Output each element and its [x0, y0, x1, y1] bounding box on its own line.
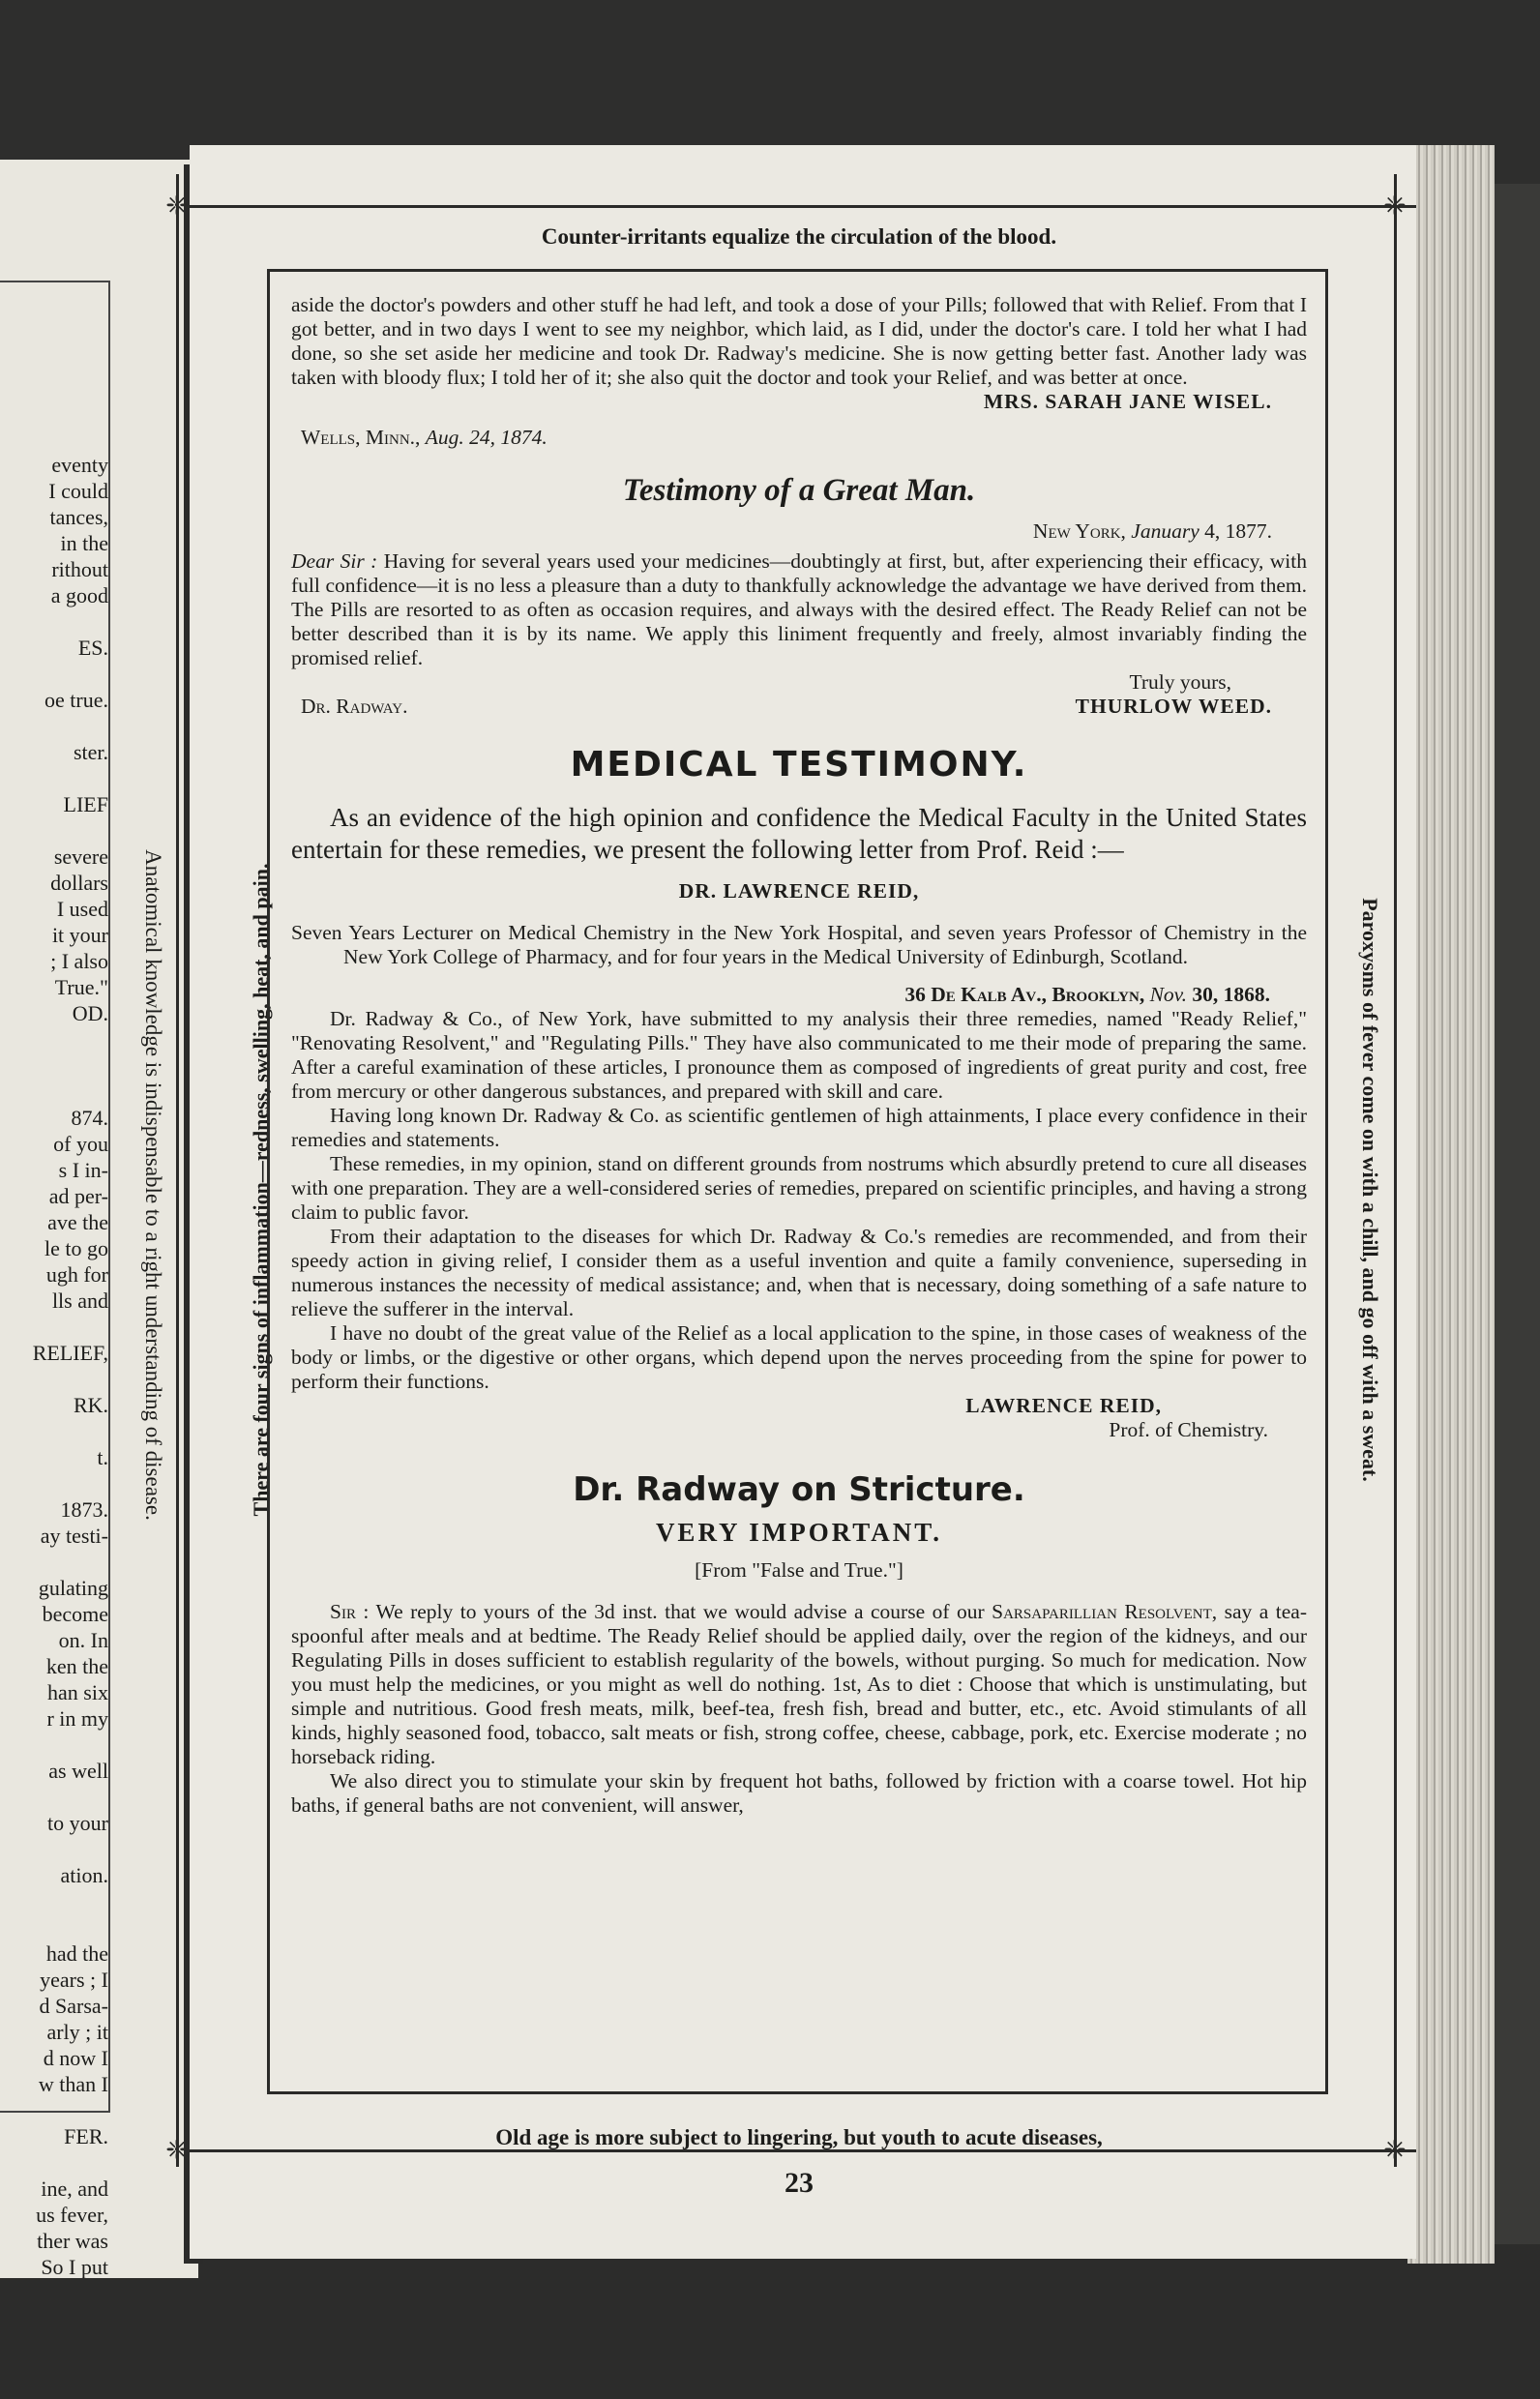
page-content: [291, 293, 1307, 1818]
medical-signature: LAWRENCE REID,: [965, 1394, 1162, 1417]
running-footer: Old age is more subject to lingering, but youth to acute diseases,: [495, 2125, 1103, 2149]
medical-paragraph: Dr. Radway & Co., of New York, have submitted to my analysis their three remedies, named "Ready Relief," "Renovating Resolvent," and "Regulating Pills." They have also communicated to me their mode of preparing the same. After a careful examination of these articles, I pronounce them as composed of ingredients of great purity and cost, free from mercury or other dangerous substances, and prepared with skill and care.: [291, 1007, 1307, 1103]
left-page-line: I used: [56, 897, 108, 921]
medical-address-street: 36 De Kalb Av., Brooklyn,: [904, 983, 1145, 1006]
left-page-line: lls and: [51, 1288, 108, 1313]
ornament-top-left-icon: ❈: [165, 190, 189, 222]
left-page-line: [0, 2149, 108, 2176]
left-page-line: it your: [51, 923, 108, 947]
left-page-line: s I in-: [58, 1158, 108, 1182]
testimony-place: New York,: [1032, 519, 1126, 543]
ornament-top-right-icon: ❈: [1383, 190, 1407, 222]
left-page-line: years ; I: [40, 1968, 108, 1992]
top-rule: [190, 205, 1416, 208]
page-block-edges: [1407, 145, 1495, 2264]
left-page-line: to your: [47, 1811, 108, 1835]
left-page-line: ster.: [73, 740, 108, 764]
medical-paragraph: I have no doubt of the great value of the Relief as a local application to the spine, in those cases of weakness of the body or limbs, or the digestive or other organs, which depend upon the nerves proceeding from the spine for power to perform their functions.: [291, 1321, 1307, 1393]
letter-signature: MRS. SARAH JANE WISEL.: [983, 390, 1272, 413]
left-page-line: So I put: [41, 2255, 108, 2278]
left-page-line: [0, 608, 108, 635]
testimony-closing: Truly yours,: [1129, 670, 1231, 694]
left-page-line: of you: [53, 1132, 108, 1156]
left-page-line: ther was: [37, 2229, 108, 2253]
left-page-line: ay testi-: [40, 1524, 108, 1548]
left-page-line: d now I: [43, 2046, 108, 2070]
letter-place: Wells, Minn.,: [301, 426, 421, 449]
stricture-source: [From "False and True."]: [695, 1558, 903, 1582]
left-page-line: LIEF: [63, 792, 108, 816]
left-page-line: [0, 817, 108, 844]
side-note-left: There are four signs of inflammation—redness, swelling, heat, and pain.: [249, 863, 273, 1517]
left-page-line: [0, 2097, 108, 2123]
background-bottom: [0, 2244, 1540, 2399]
left-page-line: become: [42, 1602, 108, 1626]
left-page-line: FER.: [64, 2124, 108, 2148]
testimony-month: January: [1131, 519, 1199, 543]
testimony-addressee: Dr. Radway.: [301, 695, 408, 718]
left-page-line: ES.: [77, 636, 108, 660]
medical-address-date: 30, 1868.: [1192, 983, 1270, 1006]
left-page-line: arly ; it: [46, 2020, 108, 2044]
left-page-line: in the: [60, 531, 108, 555]
left-page-line: [0, 661, 108, 687]
letter-place-date: [301, 426, 1307, 450]
stricture-paragraph-1: [291, 1600, 1307, 1769]
left-page-line: [0, 1418, 108, 1444]
testimony-text: Having for several years used your medicines—doubtingly at first, but, after experiencing their efficacy, with full confidence—it is no less a pleasure than a duty to thankfully acknowledge the advantage we have derived from them. The Pills are resorted to as often as occasion requires, and always with the desired effect. The Ready Relief can not be better described than it is by its name. We apply this liniment frequently and freely, almost invariably finding the promised relief.: [291, 549, 1308, 669]
left-page-line: RK.: [73, 1393, 108, 1417]
medical-title: MEDICAL TESTIMONY.: [570, 745, 1028, 785]
testimony-title: Testimony of a Great Man.: [622, 473, 976, 508]
letter-body: aside the doctor's powders and other stuff he had left, and took a dose of your Pills; followed that with Relief. From that I got better, and in two days I went to see my neighbor, which laid, as I did, under the doctor's care. I told her what I had done, so she set aside her medicine and took Dr. Radway's medicine. She is now getting better fast. Another lady was taken with bloody flux; I told her of it; she also quit the doctor and took your Relief, and was better at once.: [291, 293, 1307, 389]
left-page-line: [0, 1314, 108, 1340]
left-page-line: ; I also: [50, 949, 108, 973]
left-page-line: had the: [45, 1941, 108, 1966]
content-frame: [267, 269, 1328, 2094]
left-rule: [176, 174, 179, 2167]
left-page-line: [0, 1784, 108, 1810]
left-page-line: [0, 1026, 108, 1052]
ornament-bottom-left-icon: ❈: [165, 2134, 189, 2166]
book-page: [165, 145, 1416, 2259]
left-page-line: OD.: [72, 1001, 108, 1025]
left-page-line: rithout: [51, 557, 108, 581]
ornament-bottom-right-icon: ❈: [1383, 2134, 1407, 2166]
left-page-line: [0, 1366, 108, 1392]
left-page-fragment: [0, 160, 198, 2278]
stricture-product-name: Sarsaparillian Resolvent,: [992, 1600, 1218, 1623]
left-page-line: [0, 1914, 108, 1940]
stricture-paragraph-2: We also direct you to stimulate your skin by frequent hot baths, followed by friction with a coarse towel. Hot hip baths, if general baths are not convenient, will answer,: [291, 1769, 1307, 1817]
left-page-line: ation.: [60, 1863, 108, 1887]
medical-name: DR. LAWRENCE REID,: [678, 879, 920, 903]
right-rule: [1394, 174, 1397, 2167]
left-page-line: [0, 1888, 108, 1914]
left-page-line: 1873.: [60, 1497, 108, 1522]
left-page-line: t.: [97, 1445, 108, 1469]
left-page-line: 874.: [71, 1106, 108, 1130]
testimony-signature: THURLOW WEED.: [1075, 695, 1272, 718]
left-page-line: [0, 1052, 108, 1079]
medical-paragraph: Having long known Dr. Radway & Co. as scientific gentlemen of high attainments, I place every confidence in their remedies and statements.: [291, 1104, 1307, 1151]
left-page-line: True.": [54, 975, 108, 999]
left-page-line: on. In: [58, 1628, 108, 1652]
left-page-text-lines: [0, 452, 108, 2278]
left-page-line: han six: [47, 1680, 108, 1704]
left-page-line: ad per-: [48, 1184, 108, 1208]
left-page-line: r in my: [46, 1706, 108, 1731]
left-page-line: as well: [48, 1759, 108, 1783]
left-page-line: I could: [48, 479, 108, 503]
left-page-line: severe: [53, 844, 108, 869]
left-page-line: a good: [50, 583, 108, 607]
left-page-line: [0, 1836, 108, 1862]
testimony-body: [291, 549, 1307, 670]
stricture-subtitle: VERY IMPORTANT.: [655, 1518, 943, 1547]
left-page-line: gulating: [38, 1576, 108, 1600]
testimony-dateline: [291, 519, 1307, 544]
left-page-line: [0, 1470, 108, 1496]
left-page-line: [0, 713, 108, 739]
left-page-line: oe true.: [44, 688, 108, 712]
stricture-salutation: Sir :: [330, 1600, 370, 1623]
testimony-date-rest: 4, 1877.: [1204, 519, 1272, 543]
testimony-salutation: Dear Sir :: [291, 549, 378, 573]
left-page-line: [0, 765, 108, 791]
testimony-sign-row: [291, 695, 1307, 719]
left-page-line: ken the: [45, 1654, 108, 1678]
left-page-line: [0, 1079, 108, 1105]
left-page-line: [0, 1549, 108, 1575]
medical-credentials: Seven Years Lecturer on Medical Chemistry in the New York Hospital, and seven years Professor of Chemistry in the New York College of Pharmacy, and for four years in the Medical University of Edinburgh, Scotland.: [291, 921, 1307, 968]
left-page-side-text: Anatomical knowledge is indispensable to a right understanding of disease.: [141, 849, 165, 1521]
left-page-line: tances,: [49, 505, 108, 529]
left-page-line: d Sarsa-: [39, 1994, 108, 2018]
left-page-line: w than I: [38, 2072, 108, 2096]
left-page-line: le to go: [44, 1236, 108, 1260]
left-page-line: eventy: [51, 453, 108, 477]
page-number: 23: [785, 2167, 814, 2199]
medical-paragraph: From their adaptation to the diseases for which Dr. Radway & Co.'s remedies are recommended, and from their speedy action in giving relief, I consider them as a useful invention and quite a family convenience, superseding in numerous instances the necessity of medical assistance; and, when that is necessary, doing something of a safe nature to relieve the sufferer in the interval.: [291, 1225, 1307, 1320]
left-page-line: ine, and: [41, 2177, 108, 2201]
stricture-title: Dr. Radway on Stricture.: [573, 1470, 1025, 1509]
side-note-right: Paroxysms of fever come on with a chill, and go off with a sweat.: [1358, 898, 1382, 1482]
left-page-line: RELIEF,: [32, 1341, 108, 1365]
letter-date: Aug. 24, 1874.: [425, 426, 548, 449]
left-page-line: ave the: [47, 1210, 108, 1234]
medical-address: [291, 983, 1307, 1007]
medical-address-month: Nov.: [1149, 983, 1187, 1006]
medical-lead: As an evidence of the high opinion and confidence the Medical Faculty in the United States entertain for these remedies, we present the following letter from Prof. Reid :—: [291, 803, 1307, 864]
running-header: Counter-irritants equalize the circulation of the blood.: [541, 224, 1057, 249]
medical-paragraph: These remedies, in my opinion, stand on different grounds from nostrums which absurdly pretend to cure all diseases with one preparation. They are a well-considered series of remedies, prepared on scientific principles, and having a strong claim to public favor.: [291, 1152, 1307, 1224]
stricture-text-a: We reply to yours of the 3d inst. that we would advise a course of our: [375, 1600, 985, 1623]
stricture-text-b: say a tea-spoonful after meals and at bedtime. The Ready Relief should be applied daily, over the region of the kidneys, and our Regulating Pills in doses sufficient to establish regularity of the bowels, without purging. So much for medication. Now you must help the medicines, or you might as well do nothing. 1st, As to diet : Choose that which is unstimulating, but simple and nutritious. Good fresh meats, milk, beef-tea, fresh fish, bread and butter, etc., etc. Avoid stimulants of all kinds, highly seasoned food, tobacco, salt meats or fish, strong coffee, cheese, cabbage, pork, etc. Exercise moderate ; no horseback riding.: [291, 1600, 1307, 1768]
left-page-line: dollars: [50, 871, 108, 895]
medical-signature-title: Prof. of Chemistry.: [1109, 1418, 1268, 1441]
left-page-line: us fever,: [36, 2203, 108, 2227]
left-page-line: [0, 1732, 108, 1758]
left-page-line: ugh for: [45, 1262, 108, 1287]
